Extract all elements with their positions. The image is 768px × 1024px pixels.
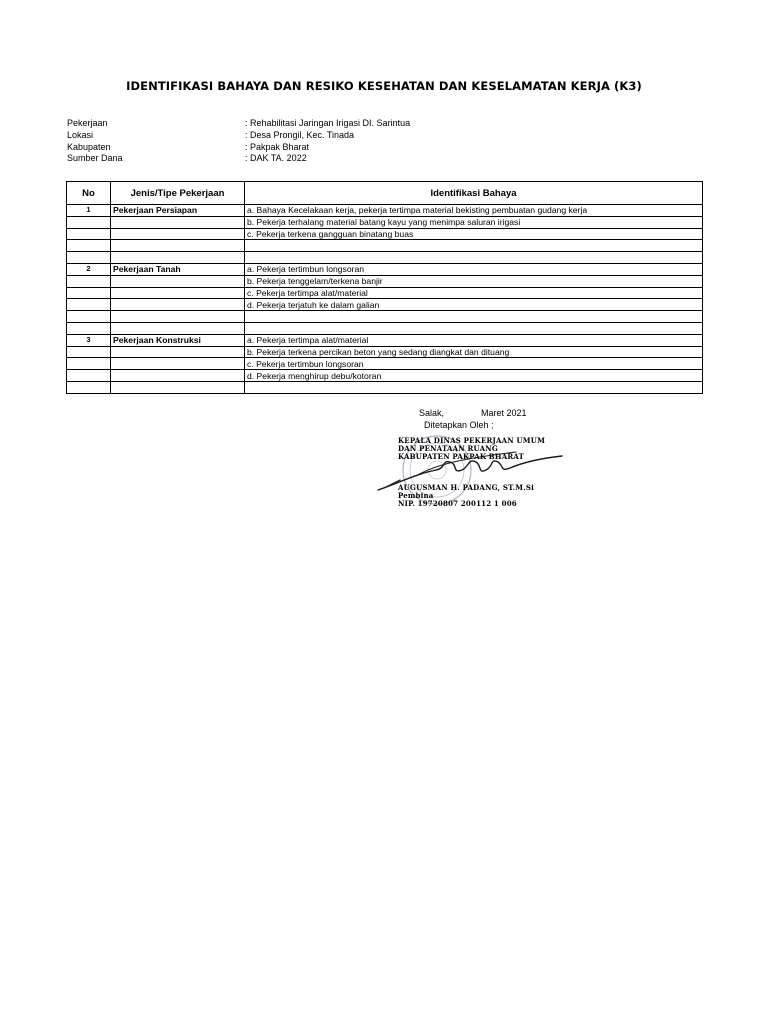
signature-place: Salak, [419, 408, 445, 418]
cell-job-type [111, 299, 245, 311]
signatory-rank: Pembina [398, 491, 434, 500]
cell-hazard: a. Pekerja tertimpa alat/material [245, 334, 703, 346]
cell-no [67, 311, 111, 323]
stamp-office-line-2: DAN PENATAAN RUANG [398, 444, 499, 453]
cell-job-type [111, 311, 245, 323]
cell-no [67, 322, 111, 334]
signatory-nip: NIP. 19720807 200112 1 006 [398, 499, 517, 508]
cell-hazard: b. Pekerja terhalang material batang kayu yang menimpa saluran irigasi [245, 216, 703, 228]
cell-hazard: b. Pekerja tenggelam/terkena banjir [245, 275, 703, 287]
info-value-kabupaten: : Pakpak Bharat [245, 142, 310, 152]
cell-hazard [245, 322, 703, 334]
cell-no [67, 252, 111, 264]
cell-hazard: c. Pekerja terkena gangguan binatang buas [245, 228, 703, 240]
cell-job-type [111, 358, 245, 370]
table-row [67, 299, 703, 311]
stamp-office-line-1: KEPALA DINAS PEKERJAAN UMUM [398, 436, 546, 445]
table-row [67, 240, 703, 252]
cell-hazard [245, 381, 703, 393]
table-row [67, 370, 703, 382]
cell-no [67, 275, 111, 287]
cell-no [67, 381, 111, 393]
cell-job-type [111, 322, 245, 334]
signature-established-by: Ditetapkan Oleh ; [424, 420, 494, 430]
cell-job-type [111, 287, 245, 299]
header-no: No [67, 182, 111, 205]
document-title: IDENTIFIKASI BAHAYA DAN RESIKO KESEHATAN DAN KESELAMATAN KERJA (K3) [126, 79, 642, 93]
cell-hazard: a. Pekerja tertimbun longsoran [245, 263, 703, 275]
cell-job-type [111, 346, 245, 358]
table-body [67, 205, 703, 394]
table-row [67, 381, 703, 393]
cell-no [67, 240, 111, 252]
header-hazard-identification: Identifikasi Bahaya [245, 182, 703, 205]
cell-job-type [111, 275, 245, 287]
cell-hazard: d. Pekerja terjatuh ke dalam galian [245, 299, 703, 311]
cell-job-type: Pekerjaan Tanah [111, 263, 245, 275]
table-row [67, 358, 703, 370]
cell-job-type [111, 381, 245, 393]
info-value-pekerjaan: : Rehabilitasi Jaringan Irigasi DI. Sarintua [245, 118, 411, 128]
table-row [67, 275, 703, 287]
info-value-lokasi: : Desa Prongil, Kec. Tinada [245, 130, 355, 140]
cell-job-type [111, 370, 245, 382]
cell-no: 3 [67, 334, 111, 346]
cell-job-type [111, 228, 245, 240]
cell-no [67, 370, 111, 382]
table-row [67, 334, 703, 346]
info-label-pekerjaan: Pekerjaan [67, 118, 108, 128]
cell-hazard: a. Bahaya Kecelakaan kerja, pekerja tertimpa material bekisting pembuatan gudang kerja [245, 205, 703, 217]
cell-no [67, 287, 111, 299]
cell-no [67, 299, 111, 311]
cell-hazard: d. Pekerja menghirup debu/kotoran [245, 370, 703, 382]
cell-job-type [111, 216, 245, 228]
cell-job-type: Pekerjaan Persiapan [111, 205, 245, 217]
table-row [67, 346, 703, 358]
info-label-lokasi: Lokasi [67, 130, 94, 140]
cell-no [67, 216, 111, 228]
cell-job-type: Pekerjaan Konstruksi [111, 334, 245, 346]
cell-no [67, 228, 111, 240]
signature-date: Maret 2021 [481, 408, 527, 418]
table-row [67, 311, 703, 323]
info-label-kabupaten: Kabupaten [67, 142, 111, 152]
table-row [67, 216, 703, 228]
cell-no: 1 [67, 205, 111, 217]
info-value-sumber-dana: : DAK TA. 2022 [245, 153, 307, 163]
stamp-office-line-3: KABUPATEN PAKPAK BHARAT [398, 452, 525, 461]
hazard-table [66, 181, 703, 394]
cell-no [67, 346, 111, 358]
info-label-sumber-dana: Sumber Dana [67, 153, 123, 163]
cell-hazard: b. Pekerja terkena percikan beton yang sedang diangkat dan dituang [245, 346, 703, 358]
table-row [67, 252, 703, 264]
cell-no [67, 358, 111, 370]
cell-no: 2 [67, 263, 111, 275]
table-row [67, 205, 703, 217]
cell-hazard [245, 311, 703, 323]
signatory-name: AUGUSMAN H. PADANG, ST.M.Si [398, 483, 534, 492]
header-job-type: Jenis/Tipe Pekerjaan [111, 182, 245, 205]
table-row [67, 322, 703, 334]
cell-hazard: c. Pekerja tertimbun longsoran [245, 358, 703, 370]
table-row [67, 263, 703, 275]
cell-hazard [245, 240, 703, 252]
cell-job-type [111, 252, 245, 264]
cell-job-type [111, 240, 245, 252]
table-row [67, 228, 703, 240]
cell-hazard: c. Pekerja tertimpa alat/material [245, 287, 703, 299]
cell-hazard [245, 252, 703, 264]
table-row [67, 287, 703, 299]
table-header-row [67, 182, 703, 205]
